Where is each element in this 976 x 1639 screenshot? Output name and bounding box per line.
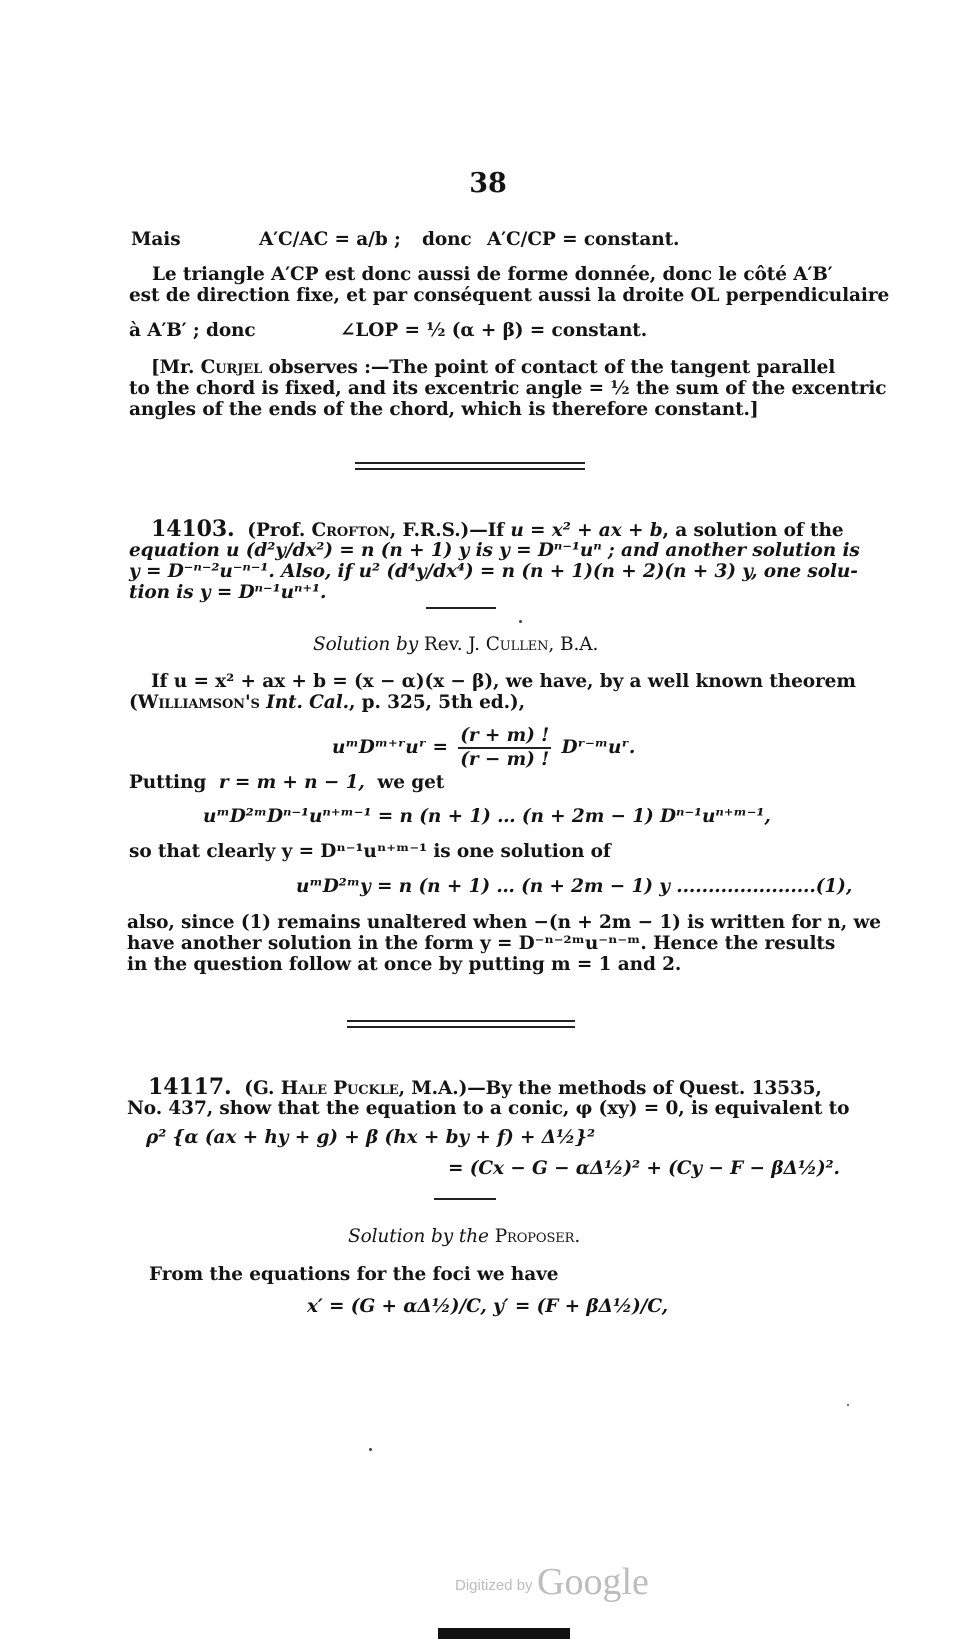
q14103-author-name: Crofton — [311, 520, 390, 541]
scan-speck — [519, 620, 522, 623]
putting-line — [129, 772, 444, 794]
clearly-line: so that clearly y = Dⁿ⁻¹uⁿ⁺ᵐ⁻¹ is one solution of — [129, 841, 611, 862]
foci-line: From the equations for the foci we have — [149, 1264, 559, 1285]
putting-rest: we get — [377, 772, 445, 793]
scan-speck — [847, 1404, 849, 1406]
triangle-line-3b: ∠LOP = ½ (α + β) = constant. — [340, 320, 648, 341]
note-line-1-rest: observes :—The point of contact of the tangent parallel — [268, 357, 836, 378]
q14103-line-2: equation u (d²y/dx²) = n (n + 1) y is y = Dⁿ⁻¹uⁿ ; and another solution is — [129, 540, 860, 561]
theorem-rhs: Dʳ⁻ᵐuʳ. — [561, 737, 636, 758]
double-rule-bottom — [355, 468, 585, 470]
q14117-line-2: No. 437, show that the equation to a conic, φ (xy) = 0, is equivalent to — [127, 1098, 850, 1119]
solution-author-pre: Rev. J. — [423, 634, 480, 655]
q14103-line-1-end: , a solution of the — [662, 520, 844, 541]
q14117-author-open: (G. — [244, 1078, 275, 1099]
equation-3: uᵐD²ᵐy = n (n + 1) … (n + 2m − 1) y ......................(1), — [296, 876, 853, 897]
q14103-solution-line-1: If u = x² + ax + b = (x − α)(x − β), we have, by a well known theorem — [151, 671, 856, 692]
triangle-line-2: est de direction fixe, et par conséquent aussi la droite OL perpendiculaire — [129, 285, 890, 306]
question-number: 14117. — [148, 1074, 232, 1100]
scan-speck — [369, 1448, 372, 1451]
theorem-lhs: uᵐDᵐ⁺ʳuʳ = — [332, 737, 448, 758]
mais-donc: donc — [422, 229, 472, 250]
putting-equation: r = m + n − 1, — [218, 772, 365, 793]
q14117-equation-line-2: = (Cx − G − αΔ½)² + (Cy − F − βΔ½)². — [448, 1158, 840, 1179]
question-number: 14103. — [151, 516, 235, 542]
cited-book: Int. Cal. — [266, 692, 349, 713]
paren-open: ( — [129, 692, 138, 713]
theorem-fraction — [458, 725, 551, 771]
also-line-3: in the question follow at once by putting m = 1 and 2. — [127, 954, 682, 975]
q14103-author-open: (Prof. — [247, 520, 306, 541]
solution-by-label: Solution by the — [348, 1226, 489, 1247]
also-line-2: have another solution in the form y = D⁻ⁿ⁻²ᵐu⁻ⁿ⁻ᵐ. Hence the results — [127, 933, 836, 954]
q14117-solution-heading — [348, 1226, 580, 1248]
mais-equation-1: A′C/AC = a/b ; — [259, 229, 401, 250]
cited-author: Williamson's — [137, 692, 260, 713]
solution-by-label: Solution by — [313, 634, 419, 655]
q14103-solution-line-2 — [129, 692, 525, 714]
scan-edge-bar — [438, 1628, 570, 1639]
triangle-line-1: Le triangle A′CP est donc aussi de forme donnée, donc le côté A′B′ — [152, 264, 833, 285]
putting-word: Putting — [129, 772, 207, 793]
foci-equation: x′ = (G + αΔ½)/C, y′ = (F + βΔ½)/C, — [307, 1296, 668, 1317]
q14117-equation-line-1: ρ² {α (ax + hy + g) + β (hx + by + f) + Δ½}² — [146, 1127, 595, 1148]
solution-author-post: , B.A. — [548, 634, 599, 655]
digitized-by-google-watermark — [455, 1560, 649, 1604]
solution-author-name: Cullen — [485, 634, 549, 655]
note-line-2: to the chord is fixed, and its excentric angle = ½ the sum of the excentric — [129, 378, 887, 399]
q14117-author-name: Hale Puckle — [280, 1078, 399, 1099]
q14103-solution-heading — [313, 634, 598, 656]
solution-author-name: Proposer — [494, 1226, 575, 1247]
triangle-line-3a: à A′B′ ; donc — [129, 320, 256, 341]
double-rule-2-top — [347, 1020, 575, 1022]
note-line-1 — [151, 357, 835, 379]
q14103-line-4: tion is y = Dⁿ⁻¹uⁿ⁺¹. — [129, 582, 327, 603]
double-rule-2-bottom — [347, 1026, 575, 1028]
q14103-author-rest: , F.R.S.)—If — [389, 520, 505, 541]
note-line-3: angles of the ends of the chord, which is therefore constant.] — [129, 399, 759, 420]
q14117-author-rest: , M.A.)—By the methods of Quest. 13535, — [398, 1078, 822, 1099]
equation-2: uᵐD²ᵐDⁿ⁻¹uⁿ⁺ᵐ⁻¹ = n (n + 1) … (n + 2m − 1) Dⁿ⁻¹uⁿ⁺ᵐ⁻¹, — [203, 806, 771, 827]
q14117-line-1 — [148, 1076, 822, 1100]
q14103-line-1 — [151, 518, 844, 542]
mais-word: Mais — [131, 229, 181, 250]
note-open: [Mr. — [151, 357, 195, 378]
cited-reference: , p. 325, 5th ed.), — [348, 692, 525, 713]
short-rule — [426, 607, 496, 609]
q14103-equation: u = x² + ax + b — [510, 520, 663, 541]
q14103-line-3: y = D⁻ⁿ⁻²u⁻ⁿ⁻¹. Also, if u² (d⁴y/dx⁴) = n (n + 1)(n + 2)(n + 3) y, one solu- — [129, 561, 858, 582]
google-logo-text: Google — [537, 1561, 649, 1603]
double-rule-top — [355, 462, 585, 464]
solution-end: . — [574, 1226, 581, 1247]
theorem-numerator: (r + m) ! — [458, 725, 551, 749]
theorem-denominator: (r − m) ! — [460, 749, 550, 770]
theorem-equation — [332, 725, 635, 771]
digitized-by-label: Digitized by — [455, 1577, 533, 1594]
also-line-1: also, since (1) remains unaltered when −(n + 2m − 1) is written for n, we — [127, 912, 881, 933]
mais-equation-2: A′C/CP = constant. — [487, 229, 680, 250]
note-name: Curjel — [200, 357, 263, 378]
short-rule-2 — [434, 1198, 496, 1200]
page-number: 38 — [469, 168, 507, 199]
